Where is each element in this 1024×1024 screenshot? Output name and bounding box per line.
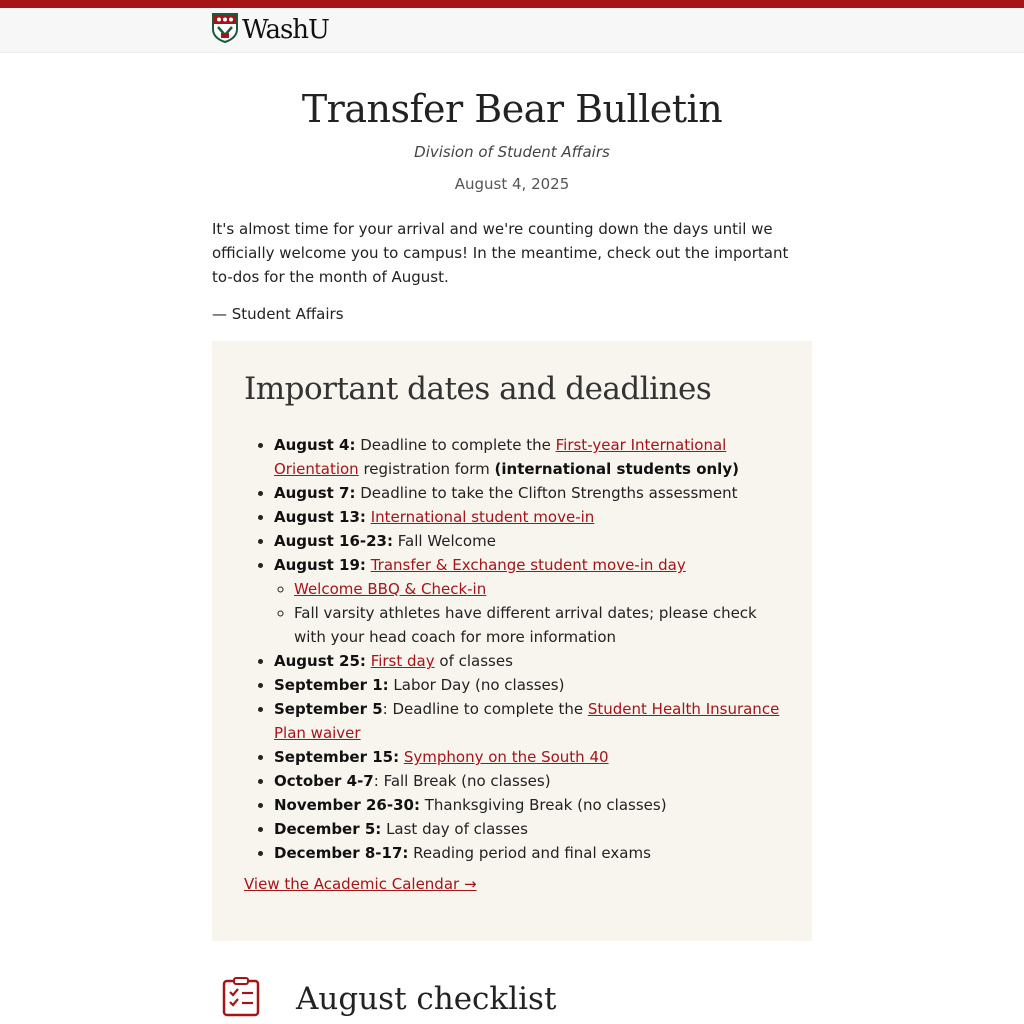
checklist-section: [212, 977, 812, 1021]
date-text: Deadline to complete the: [355, 436, 556, 454]
intro-paragraph: It's almost time for your arrival and we're counting down the days until we officially welcome you to campus! In the meantime, check out the important to-dos for the month of August.: [212, 220, 789, 286]
date-label: September 1:: [274, 676, 389, 694]
date-item: [274, 649, 780, 673]
date-label: August 4:: [274, 436, 356, 454]
date-item: [274, 505, 780, 529]
date-subitem: [294, 601, 780, 649]
bulletin-title: Transfer Bear Bulletin: [301, 87, 723, 131]
date-label: November 26-30:: [274, 796, 420, 814]
date-label: August 16-23:: [274, 532, 393, 550]
date-item: [274, 745, 780, 769]
date-item: [274, 841, 780, 865]
date-link[interactable]: First-year International Orientation: [274, 436, 727, 478]
date-link[interactable]: Symphony on the South 40: [403, 748, 609, 766]
date-text: Thanksgiving Break (no classes): [419, 796, 667, 814]
date-item: [274, 793, 780, 817]
bulletin-body: [212, 87, 812, 1021]
date-item: [274, 673, 780, 697]
date-sublist: [274, 577, 780, 649]
date-subtext: Fall varsity athletes have different arrival dates; please check with your head coach for more information: [294, 604, 757, 646]
date-text: Deadline to take the Clifton Strengths assessment: [355, 484, 738, 502]
date-label: August 13:: [274, 508, 366, 526]
date-note: (international students only): [494, 460, 739, 478]
date-text: Reading period and final exams: [408, 844, 651, 862]
date-text: Last day of classes: [381, 820, 528, 838]
date-text-after: registration form: [358, 460, 495, 478]
date-item: [274, 433, 780, 481]
brand-top-bar: [0, 0, 1024, 8]
date-link[interactable]: Transfer & Exchange student move-in day: [370, 556, 686, 574]
dates-heading: Important dates and deadlines: [244, 371, 712, 407]
date-item: [274, 481, 780, 505]
date-item: [274, 529, 780, 553]
date-item: [274, 553, 780, 649]
date-label: September 5: [274, 700, 383, 718]
date-item: [274, 697, 780, 745]
date-link[interactable]: First day: [370, 652, 435, 670]
washu-logo-link[interactable]: [212, 13, 329, 47]
date-text-after: of classes: [434, 652, 513, 670]
date-label: September 15:: [274, 748, 400, 766]
signoff: — Student Affairs: [212, 305, 344, 323]
dates-panel: [212, 341, 812, 941]
date-text: Fall Welcome: [393, 532, 496, 550]
site-header: [0, 8, 1024, 53]
date-label: August 7:: [274, 484, 356, 502]
date-label: August 25:: [274, 652, 366, 670]
date-text: : Deadline to complete the: [382, 700, 588, 718]
date-label: December 5:: [274, 820, 382, 838]
date-subitem: [294, 577, 780, 601]
checklist-heading: August checklist: [296, 981, 557, 1017]
date-label: December 8-17:: [274, 844, 409, 862]
checklist-icon: [222, 977, 262, 1021]
bulletin-date: August 4, 2025: [454, 175, 570, 193]
bulletin-subtitle: Division of Student Affairs: [414, 143, 610, 161]
dates-list: [244, 433, 780, 865]
date-label: August 19:: [274, 556, 366, 574]
date-link[interactable]: International student move-in: [370, 508, 595, 526]
date-item: [274, 769, 780, 793]
date-text: : Fall Break (no classes): [373, 772, 551, 790]
academic-calendar-link[interactable]: View the Academic Calendar →: [244, 875, 477, 893]
washu-shield-icon: [212, 13, 238, 47]
washu-wordmark: WashU: [242, 15, 329, 45]
date-item: [274, 817, 780, 841]
date-text: Labor Day (no classes): [388, 676, 565, 694]
date-link[interactable]: Student Health Insurance Plan waiver: [274, 700, 780, 742]
date-label: October 4-7: [274, 772, 374, 790]
date-sublink[interactable]: Welcome BBQ & Check-in: [294, 580, 487, 598]
